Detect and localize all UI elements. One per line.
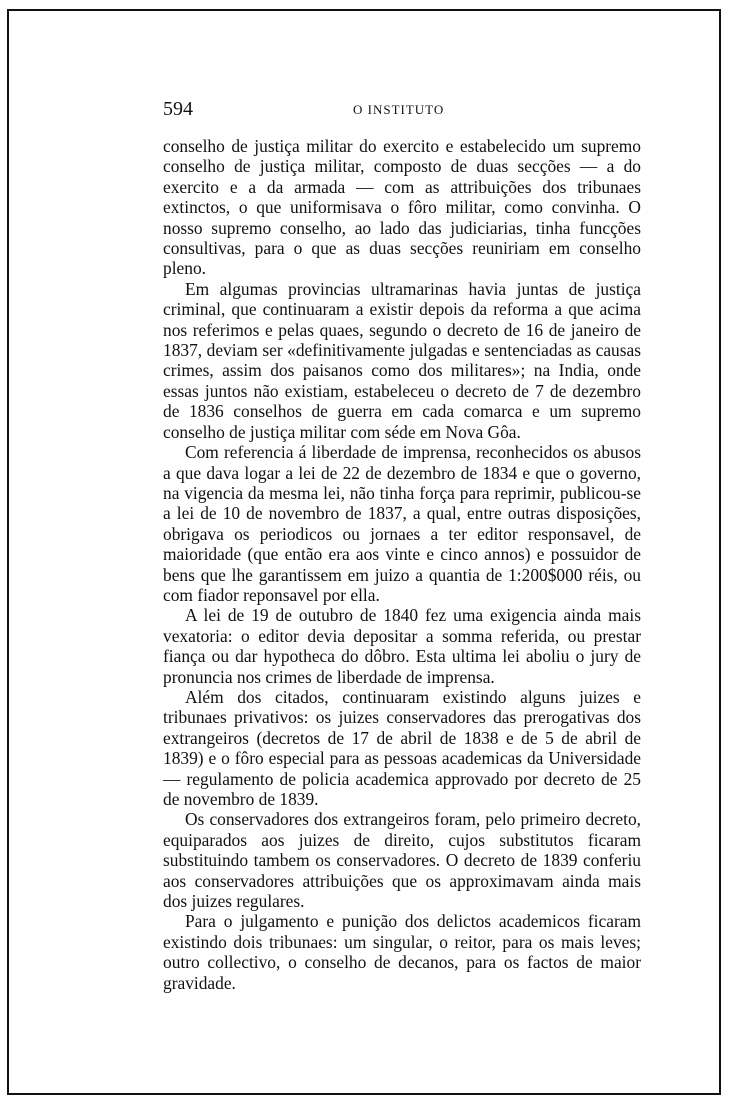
paragraph: conselho de justiça militar do exercito e estabelecido um supremo conselho de justiça militar, composto de duas secções — a do exercito e a da armada — com as attribuições dos tribunaes extinctos, o que uniformisava o fôro militar, como convinha. O nosso supremo conselho, ao lado das judiciarias, tinha funcções consultivas, para o que as duas secções reuniriam em conselho pleno. xyxy=(163,136,641,279)
paragraph: Para o julgamento e punição dos delictos academicos ficaram existindo dois tribunaes: um singular, o reitor, para os mais leves; outro collectivo, o conselho de decanos, para os factos de maior gravidade. xyxy=(163,911,641,993)
body-text xyxy=(163,136,641,993)
page-number: 594 xyxy=(163,98,193,120)
paragraph: Em algumas provincias ultramarinas havia juntas de justiça criminal, que continuaram a existir depois da reforma a que acima nos referimos e pelas quaes, segundo o decreto de 16 de janeiro de 1837, deviam ser «definitivamente julgadas e sentenciadas as causas crimes, assim dos paisanos como dos militares»; na India, onde essas juntos não existiam, estabeleceu o decreto de 7 de dezembro de 1836 conselhos de guerra em cada comarca e um supremo conselho de justiça militar com séde em Nova Gôa. xyxy=(163,278,641,442)
paragraph: Além dos citados, continuaram existindo alguns juizes e tribunaes privativos: os juizes conservadores das prerogativas dos extrangeiros (decretos de 17 de abril de 1838 e de 5 de abril de 1839) e o fôro especial para as pessoas academicas da Universidade — regulamento de policia academica approvado por decreto de 25 de novembro de 1839. xyxy=(163,686,641,809)
paragraph: A lei de 19 de outubro de 1840 fez uma exigencia ainda mais vexatoria: o editor devia depositar a somma referida, ou prestar fiança ou dar hypotheca do dôbro. Esta ultima lei aboliu o jury de pronuncia nos crimes de liberdade de imprensa. xyxy=(163,605,641,687)
paragraph: Com referencia á liberdade de imprensa, reconhecidos os abusos a que dava logar a lei de 22 de dezembro de 1834 e que o governo, na vigencia da mesma lei, não tinha força para reprimir, publicou-se a lei de 10 de novembro de 1837, a qual, entre outras disposições, obrigava os periodicos ou jornaes a ter editor responsavel, de maioridade (que então era aos vinte e cinco annos) e possuidor de bens que lhe garantissem em juizo a quantia de 1:200$000 réis, ou com fiador reponsavel por ella. xyxy=(163,442,641,605)
page-header xyxy=(163,98,643,122)
paragraph: Os conservadores dos extrangeiros foram, pelo primeiro decreto, equiparados aos juizes de direito, cujos substitutos ficaram substituindo tambem os conservadores. O decreto de 1839 conferiu aos conservadores attribuições que os approximavam ainda mais dos juizes regulares. xyxy=(163,809,641,912)
running-title: O INSTITUTO xyxy=(353,102,445,117)
